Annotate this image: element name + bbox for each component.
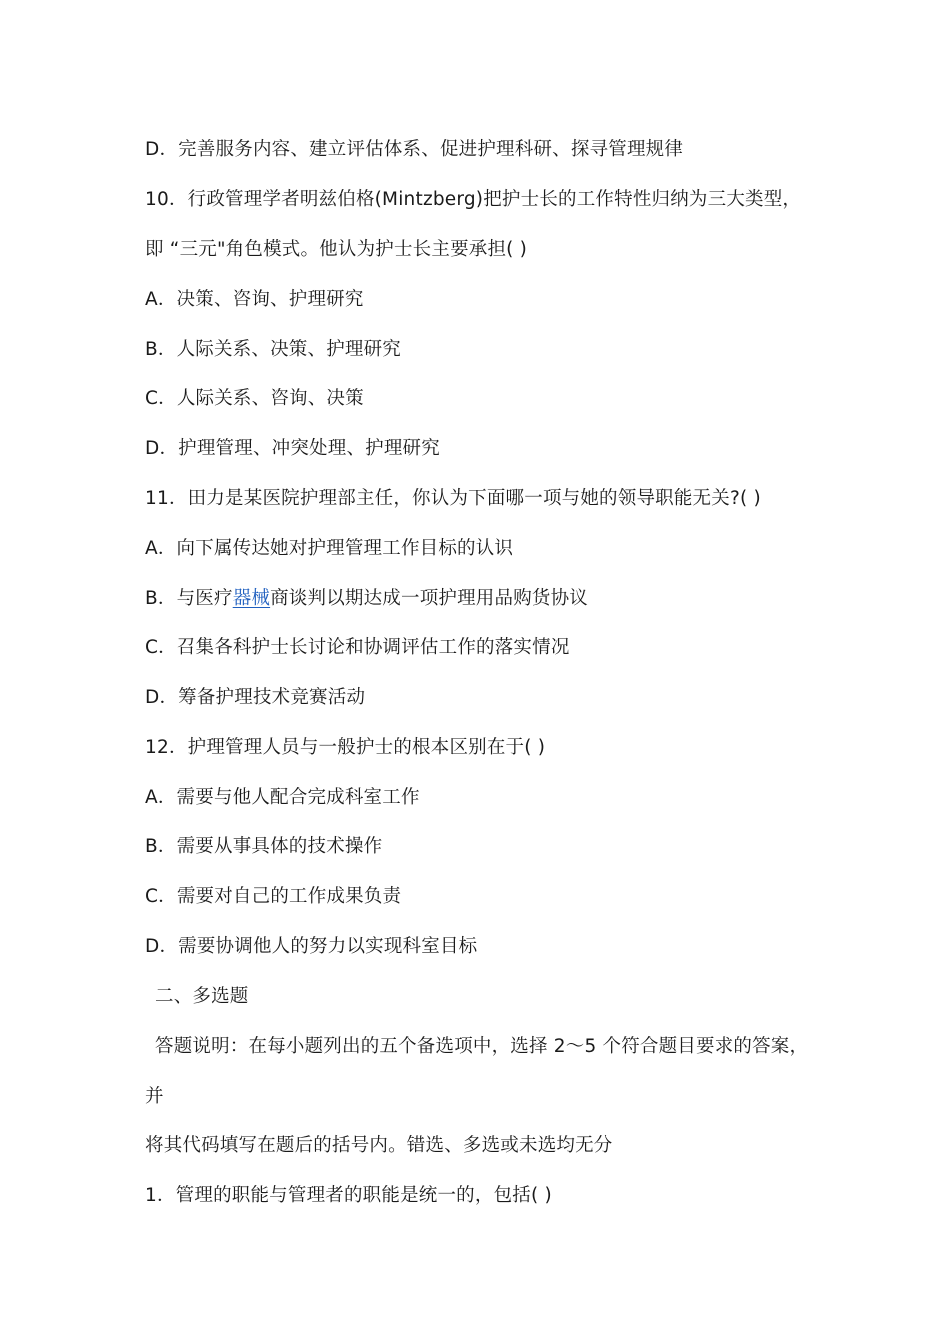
q10-stem-line2: 即 “三元"角色模式。他认为护士长主要承担( ) — [145, 239, 528, 260]
q10-option-c: C．人际关系、咨询、决策 — [145, 388, 364, 409]
q12-stem: 12．护理管理人员与一般护士的根本区别在于( ) — [145, 737, 546, 758]
q11-option-b-suffix: 商谈判以期达成一项护理用品购货协议 — [270, 588, 589, 609]
instructions-line3: 将其代码填写在题后的括号内。错选、多选或未选均无分 — [145, 1135, 613, 1156]
q10-option-b: B．人际关系、决策、护理研究 — [145, 339, 401, 360]
section-heading-multiple-choice: 二、多选题 — [155, 986, 249, 1007]
q12-option-c: C．需要对自己的工作成果负责 — [145, 886, 402, 907]
q12-option-a: A．需要与他人配合完成科室工作 — [145, 787, 420, 808]
q11-option-b-prefix: B．与医疗 — [145, 588, 233, 609]
q11-stem: 11．田力是某医院护理部主任，你认为下面哪一项与她的领导职能无关?( ) — [145, 488, 761, 509]
instructions-line1: 答题说明：在每小题列出的五个备选项中，选择 2～5 个符合题目要求的答案， — [155, 1036, 809, 1057]
q10-option-d: D．护理管理、冲突处理、护理研究 — [145, 438, 440, 459]
q12-option-d: D．需要协调他人的努力以实现科室目标 — [145, 936, 478, 957]
q11-option-c: C．召集各科护士长讨论和协调评估工作的落实情况 — [145, 637, 570, 658]
q11-option-d: D．筹备护理技术竞赛活动 — [145, 687, 366, 708]
q11-option-a: A．向下属传达她对护理管理工作目标的认识 — [145, 538, 514, 559]
q10-stem-line1: 10．行政管理学者明兹伯格(Mintzberg)把护士长的工作特性归纳为三大类型， — [145, 189, 802, 210]
q12-option-b: B．需要从事具体的技术操作 — [145, 836, 383, 857]
equipment-link[interactable]: 器械 — [232, 588, 271, 609]
instructions-line2: 并 — [145, 1086, 164, 1107]
q9-option-d: D．完善服务内容、建立评估体系、促进护理科研、探寻管理规律 — [145, 139, 684, 160]
q11-option-b — [145, 586, 588, 612]
mc-q1-stem: 1．管理的职能与管理者的职能是统一的，包括( ) — [145, 1185, 552, 1206]
q10-option-a: A．决策、咨询、护理研究 — [145, 289, 364, 310]
